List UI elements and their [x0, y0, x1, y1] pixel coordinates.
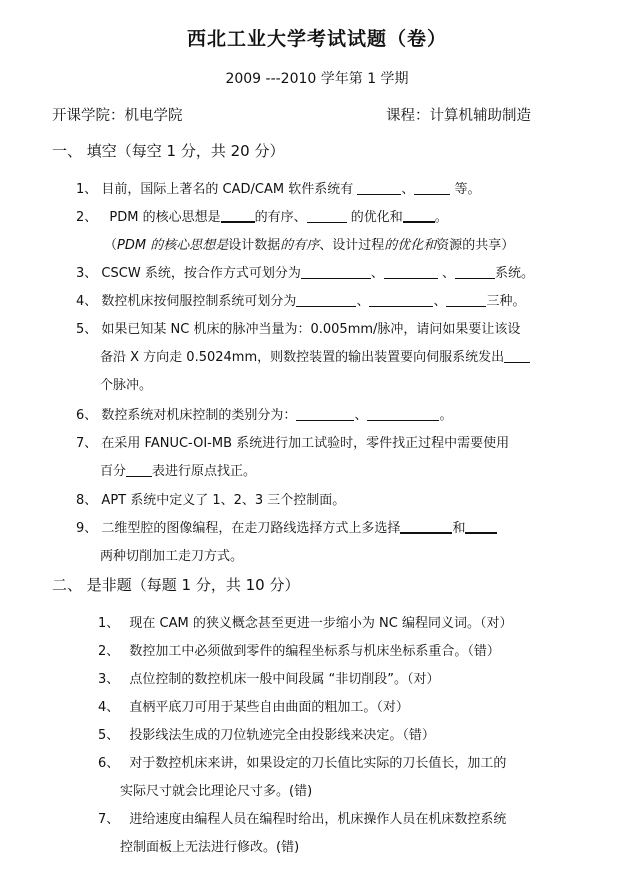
tf-item-7: [98, 808, 506, 827]
exam-title: 西北工业大学考试试题（卷）: [186, 28, 447, 50]
q1-text: 目前，国际上著名的 CAD/CAM 软件系统有: [101, 182, 358, 197]
question-6: [76, 404, 452, 423]
q1-end: 等。: [450, 182, 481, 197]
note-part-2: 设计数据: [228, 238, 281, 253]
question-5-line-2: [100, 346, 530, 365]
note-part-3: 的有序: [280, 238, 320, 253]
tf-item-5: [98, 724, 435, 743]
q4-blank-1[interactable]: [296, 293, 356, 307]
q7-line-2a: 百分: [100, 464, 127, 479]
q3-sep-2: 、: [437, 266, 455, 281]
q4-text: 数控机床按伺服控制系统可划分为: [101, 294, 297, 309]
q6-end: 。: [439, 408, 453, 423]
q2-number: 2、: [76, 210, 98, 225]
q1-number: 1、: [76, 182, 98, 197]
q4-blank-3[interactable]: [446, 293, 486, 307]
tf-7-line-2: 控制面板上无法进行修改。(错): [120, 840, 300, 855]
q3-number: 3、: [76, 266, 98, 281]
q5-line-3: 个脉冲。: [100, 378, 153, 393]
q5-blank[interactable]: [504, 349, 530, 363]
note-part-5: 的优化和: [384, 238, 437, 253]
q7-line-2b: 表进行原点找正。: [152, 464, 257, 479]
q7-blank[interactable]: [126, 463, 152, 477]
question-7: [76, 432, 509, 451]
q2-text: PDM 的核心思想是: [109, 210, 221, 225]
question-7-line-2: [100, 460, 256, 479]
q9-blank-1[interactable]: [400, 519, 452, 534]
tf-5-number: 5、: [98, 728, 120, 743]
question-2: [76, 206, 448, 225]
college-label: 开课学院：机电学院: [52, 108, 183, 124]
q7-line-1: 在采用 FANUC-OI-MB 系统进行加工试验时，零件找正过程中需要使用: [101, 436, 510, 451]
question-4: [76, 290, 525, 309]
question-1: [76, 178, 481, 197]
tf-item-1: [98, 612, 512, 631]
section-one-heading: 一、 填空（每空 1 分，共 20 分）: [52, 142, 285, 160]
tf-6-text: 对于数控机床来讲，如果设定的刀长值比实际的刀长值长，加工的: [129, 756, 507, 771]
q9-text-b: 和: [452, 521, 466, 536]
note-paren: （: [104, 238, 118, 253]
question-5: [76, 318, 520, 337]
q3-end: 系统。: [494, 266, 534, 281]
tf-item-4: [98, 696, 409, 715]
q6-text: 数控系统对机床控制的类别分为：: [101, 408, 297, 423]
q1-separator: 、: [401, 182, 415, 197]
tf-2-number: 2、: [98, 644, 120, 659]
course-label: 课程：计算机辅助制造: [386, 108, 531, 124]
q2-blank-1[interactable]: [221, 208, 255, 223]
tf-4-number: 4、: [98, 700, 120, 715]
academic-year: 2009 ---2010 学年第 1 学期: [225, 71, 409, 87]
tf-3-text: 点位控制的数控机床一般中间段属 “非切削段”。（对）: [129, 672, 440, 687]
q4-end: 三种。: [486, 294, 526, 309]
tf-5-text: 投影线法生成的刀位轨迹完全由投影线来决定。（错）: [129, 728, 435, 743]
q9-number: 9、: [76, 521, 98, 536]
q3-sep-1: 、: [370, 266, 384, 281]
tf-item-2: [98, 640, 500, 659]
q1-blank-2[interactable]: [414, 181, 450, 195]
note-part-4: 、设计过程: [319, 238, 385, 253]
q1-blank-1[interactable]: [357, 181, 401, 195]
q6-blank-1[interactable]: [296, 407, 354, 421]
q2-mid-2: 的优化和: [346, 210, 403, 225]
q3-blank-3[interactable]: [455, 265, 495, 279]
tf-7-number: 7、: [98, 812, 120, 827]
q5-number: 5、: [76, 322, 98, 337]
q6-number: 6、: [76, 408, 98, 423]
q3-blank-2[interactable]: [384, 265, 438, 279]
tf-6-line-2: 实际尺寸就会比理论尺寸多。(错): [120, 784, 313, 799]
q3-text: CSCW 系统，按合作方式可划分为: [101, 266, 301, 281]
tf-item-6: [98, 752, 506, 771]
q5-line-1: 如果已知某 NC 机床的脉冲当量为：0.005mm/脉冲，请问如果要让该设: [101, 322, 521, 337]
q3-blank-1[interactable]: [301, 265, 371, 279]
tf-1-text: 现在 CAM 的狭义概念甚至更进一步缩小为 NC 编程同义词。（对）: [129, 616, 513, 631]
tf-item-3: [98, 668, 440, 687]
q4-number: 4、: [76, 294, 98, 309]
q4-blank-2[interactable]: [369, 293, 433, 307]
q2-blank-3[interactable]: [403, 208, 435, 223]
q2-mid-1: 的有序、: [254, 210, 307, 225]
q4-sep-2: 、: [433, 294, 447, 309]
q8-text: APT 系统中定义了 1、2、3 三个控制面。: [101, 493, 346, 508]
tf-3-number: 3、: [98, 672, 120, 687]
tf-6-number: 6、: [98, 756, 120, 771]
q4-sep-1: 、: [356, 294, 370, 309]
tf-2-text: 数控加工中必须做到零件的编程坐标系与机床坐标系重合。（错）: [129, 644, 500, 659]
note-part-6: 资源的共享）: [436, 238, 515, 253]
q8-number: 8、: [76, 493, 98, 508]
question-8: [76, 489, 345, 508]
note-part-1: PDM 的核心思想是: [117, 238, 229, 253]
q9-text-a: 二维型腔的图像编程，在走刀路线选择方式上多选择: [101, 521, 401, 536]
tf-7-text: 进给速度由编程人员在编程时给出，机床操作人员在机床数控系统: [129, 812, 507, 827]
q2-end: 。: [434, 210, 448, 225]
q5-line-2: 备沿 X 方向走 0.5024mm，则数控装置的输出装置要向伺服系统发出: [100, 350, 505, 365]
q7-number: 7、: [76, 436, 98, 451]
tf-4-text: 直柄平底刀可用于某些自由曲面的粗加工。（对）: [129, 700, 409, 715]
q2-blank-2[interactable]: [307, 209, 347, 223]
q9-blank-2[interactable]: [465, 519, 497, 534]
tf-1-number: 1、: [98, 616, 120, 631]
q6-blank-2[interactable]: [367, 407, 439, 421]
q9-line-2: 两种切削加工走刀方式。: [100, 549, 244, 564]
question-2-note: [104, 234, 514, 253]
question-3: [76, 262, 534, 281]
question-9: [76, 517, 497, 536]
q6-sep: 、: [354, 408, 368, 423]
section-two-heading: 二、 是非题（每题 1 分，共 10 分）: [52, 576, 300, 594]
